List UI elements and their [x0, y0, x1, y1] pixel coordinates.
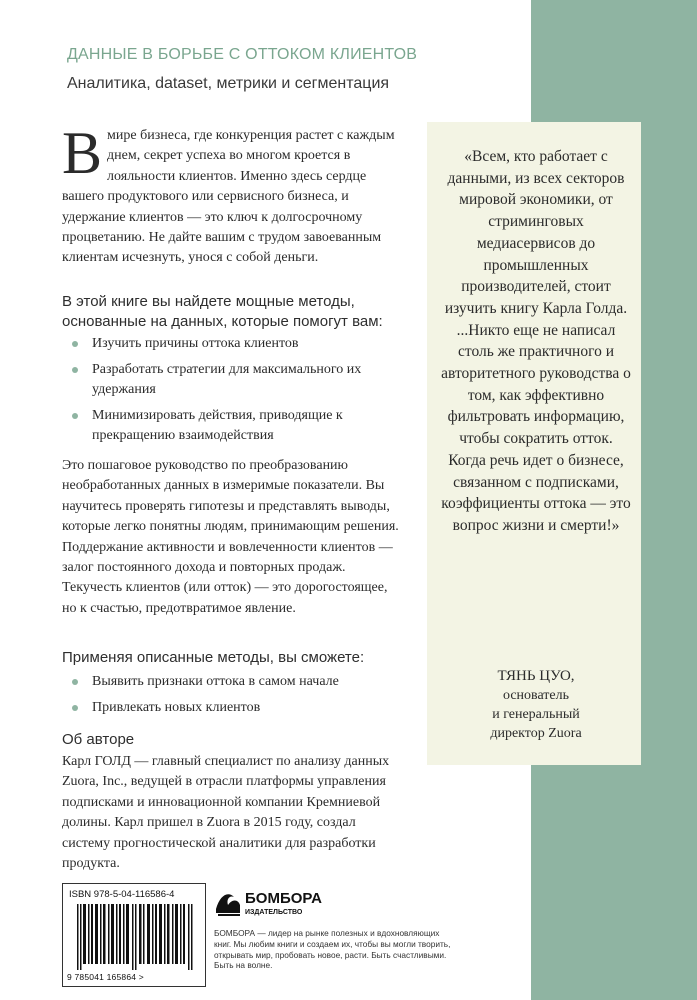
- bullet-icon: [72, 413, 78, 419]
- list-item: Привлекать новых клиентов: [72, 698, 417, 718]
- barcode-icon: [77, 904, 195, 970]
- bullet-icon: [72, 341, 78, 347]
- publisher-wave-icon: [214, 885, 364, 919]
- book-title: ДАННЫЕ В БОРЬБЕ С ОТТОКОМ КЛИЕНТОВ: [67, 46, 418, 63]
- drop-cap: В: [62, 120, 103, 186]
- list-item: Разработать стратегии для максимального их удержания: [72, 360, 417, 400]
- abilities-list: [72, 672, 417, 724]
- methods-list: [72, 334, 417, 452]
- intro-text: мире бизнеса, где конкуренция растет с каждым днем, секрет успеха во многом кроется в лояльности клиентов. Именно здесь сердце вашего продуктового или сервисного бизнеса, и удержание клиентов — это ключ к долгосрочному процветанию. Не дайте вашим с трудом завоеванным клиентам исчезнуть, унося с собой деньги.: [62, 128, 395, 266]
- bullet-icon: [72, 705, 78, 711]
- isbn-label: ISBN 978-5-04-116586-4: [69, 889, 175, 900]
- list-item: Изучить причины оттока клиентов: [72, 334, 417, 354]
- quote-author-name: ТЯНЬ ЦУО,: [497, 668, 575, 684]
- guide-paragraph: Это пошаговое руководство по преобразованию необработанных данных в измеримые показатели. Вы научитесь проверять гипотезы и представлять выводы, которые легко понятны людям, принимающим решения. Поддержание активности и вовлеченности клиентов — залог постоянного дохода и повторных продаж. Текучесть клиентов (или отток) — это дорогостоящее, но к счастью, предотвратимое явление.: [62, 458, 399, 616]
- barcode-box: [62, 883, 206, 987]
- list-item: Выявить признаки оттока в самом начале: [72, 672, 417, 692]
- intro-paragraph: [62, 120, 402, 269]
- book-subtitle: Аналитика, dataset, метрики и сегментация: [67, 75, 390, 92]
- barcode-digits: 9 785041 165864 >: [67, 972, 144, 982]
- list-item: Минимизировать действия, приводящие к прекращению взаимодействия: [72, 406, 417, 446]
- publisher-logo: [214, 885, 364, 924]
- testimonial-quote: «Всем, кто работает с данными, из всех секторов мировой экономики, от стриминговых медиасервисов до промышленных производителей, стоит изучить книгу Карла Голда. ...Никто еще не написал столь же практичного и авторитетного руководства о том, как эффективно фильтровать информацию, чтобы сократить отток. Когда речь идет о бизнесе, связанном с подписками, коэффициенты оттока — это вопрос жизни и смерти!»: [441, 148, 631, 534]
- bullet-icon: [72, 679, 78, 685]
- bullet-icon: [72, 367, 78, 373]
- publisher-description: БОМБОРА — лидер на рынке полезных и вдохновляющих книг. Мы любим книги и создаем их, чтобы вы могли творить, открывать мир, пробовать новое, расти. Быть счастливыми. Быть на волне.: [214, 928, 451, 971]
- author-paragraph: Карл ГОЛД — главный специалист по анализу данных Zuora, Inc., ведущей в отрасли платформы управления подписками и инновационной компании Кремниевой долины. Карл пришел в Zuora в 2015 году, создал систему прогностической аналитики для разработки продукта.: [62, 754, 390, 872]
- author-heading: Об авторе: [62, 731, 135, 748]
- publisher-tag: ИЗДАТЕЛЬСТВО: [245, 909, 303, 916]
- quote-author-role: основатель и генеральный директор Zuora: [490, 688, 582, 741]
- abilities-heading: Применяя описанные методы, вы сможете:: [62, 649, 365, 666]
- methods-heading: В этой книге вы найдете мощные методы, основанные на данных, которые помогут вам:: [62, 293, 383, 330]
- publisher-name: БОМБОРА: [245, 890, 322, 907]
